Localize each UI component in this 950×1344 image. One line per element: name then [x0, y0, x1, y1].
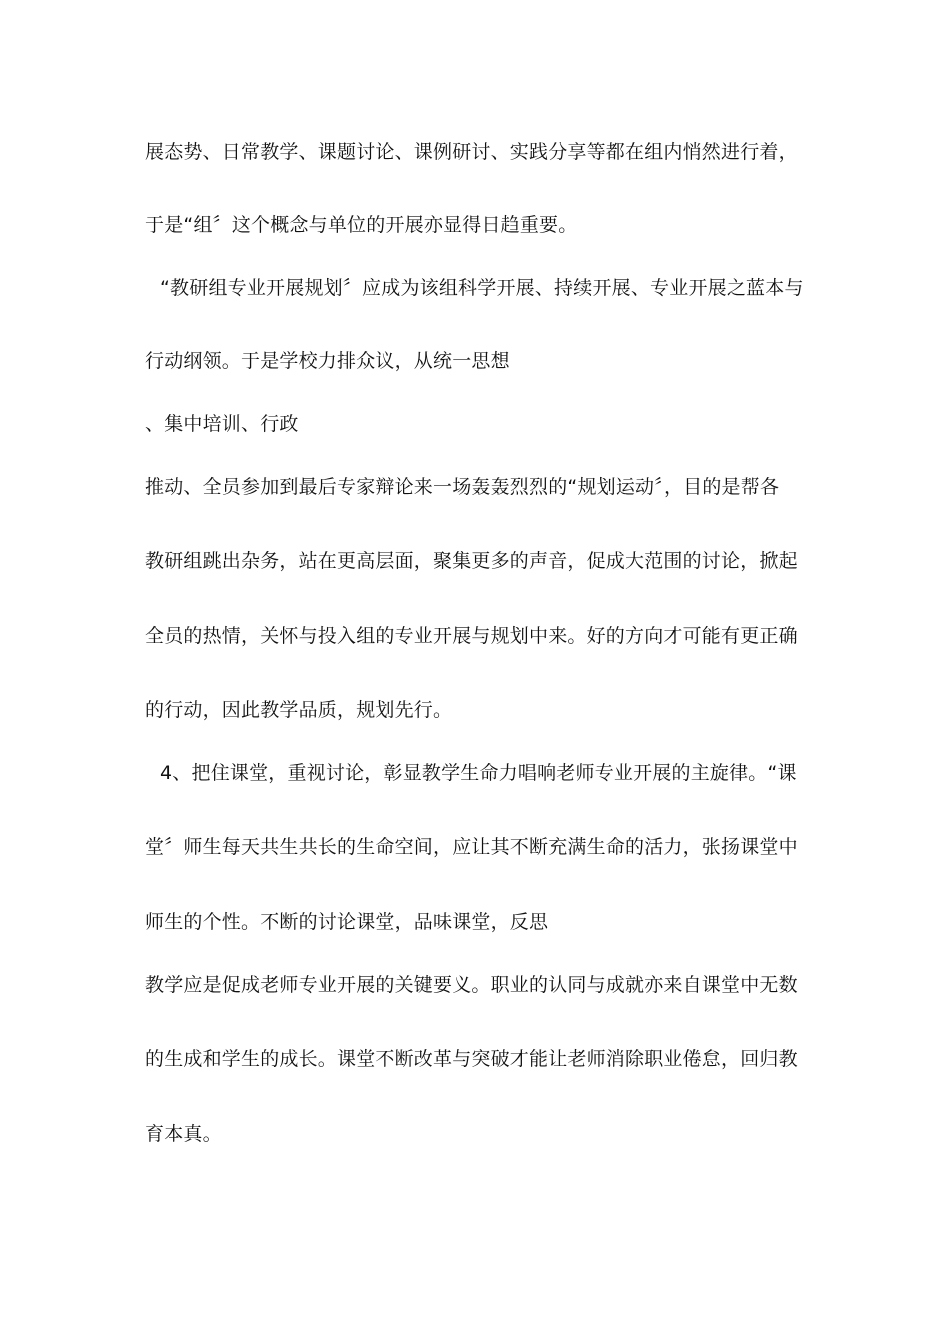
text-line: 教学应是促成老师专业开展的关键要义。职业的认同与成就亦来自课堂中无数	[145, 974, 798, 996]
text-line: 堂〞师生每天共生共长的生命空间，应让其不断充满生命的活力，张扬课堂中	[145, 836, 798, 858]
text-line: 、集中培训、行政	[145, 413, 299, 435]
text-line: 4、把住课堂，重视讨论，彰显教学生命力唱响老师专业开展的主旋律。“课	[160, 762, 797, 784]
text-line: 师生的个性。不断的讨论课堂，品味课堂，反思	[145, 911, 549, 933]
text-line: 的生成和学生的成长。课堂不断改革与突破才能让老师消除职业倦怠，回归教	[145, 1048, 798, 1070]
text-line: 育本真。	[145, 1123, 222, 1145]
text-line: 的行动，因此教学品质，规划先行。	[145, 699, 453, 721]
text-line: “教研组专业开展规划〞应成为该组科学开展、持续开展、专业开展之蓝本与	[160, 277, 804, 299]
text-line: 展态势、日常教学、课题讨论、课例研讨、实践分享等都在组内悄然进行着，	[145, 141, 798, 163]
text-line: 全员的热情，关怀与投入组的专业开展与规划中来。好的方向才可能有更正确	[145, 625, 798, 647]
text-line: 推动、全员参加到最后专家辩论来一场轰轰烈烈的“规划运动〞，目的是帮各	[145, 476, 780, 498]
text-line: 教研组跳出杂务，站在更高层面，聚集更多的声音，促成大范围的讨论，掀起	[145, 550, 798, 572]
text-line: 行动纲领。于是学校力排众议，从统一思想	[145, 350, 510, 372]
text-line: 于是“组〞这个概念与单位的开展亦显得日趋重要。	[145, 214, 578, 236]
